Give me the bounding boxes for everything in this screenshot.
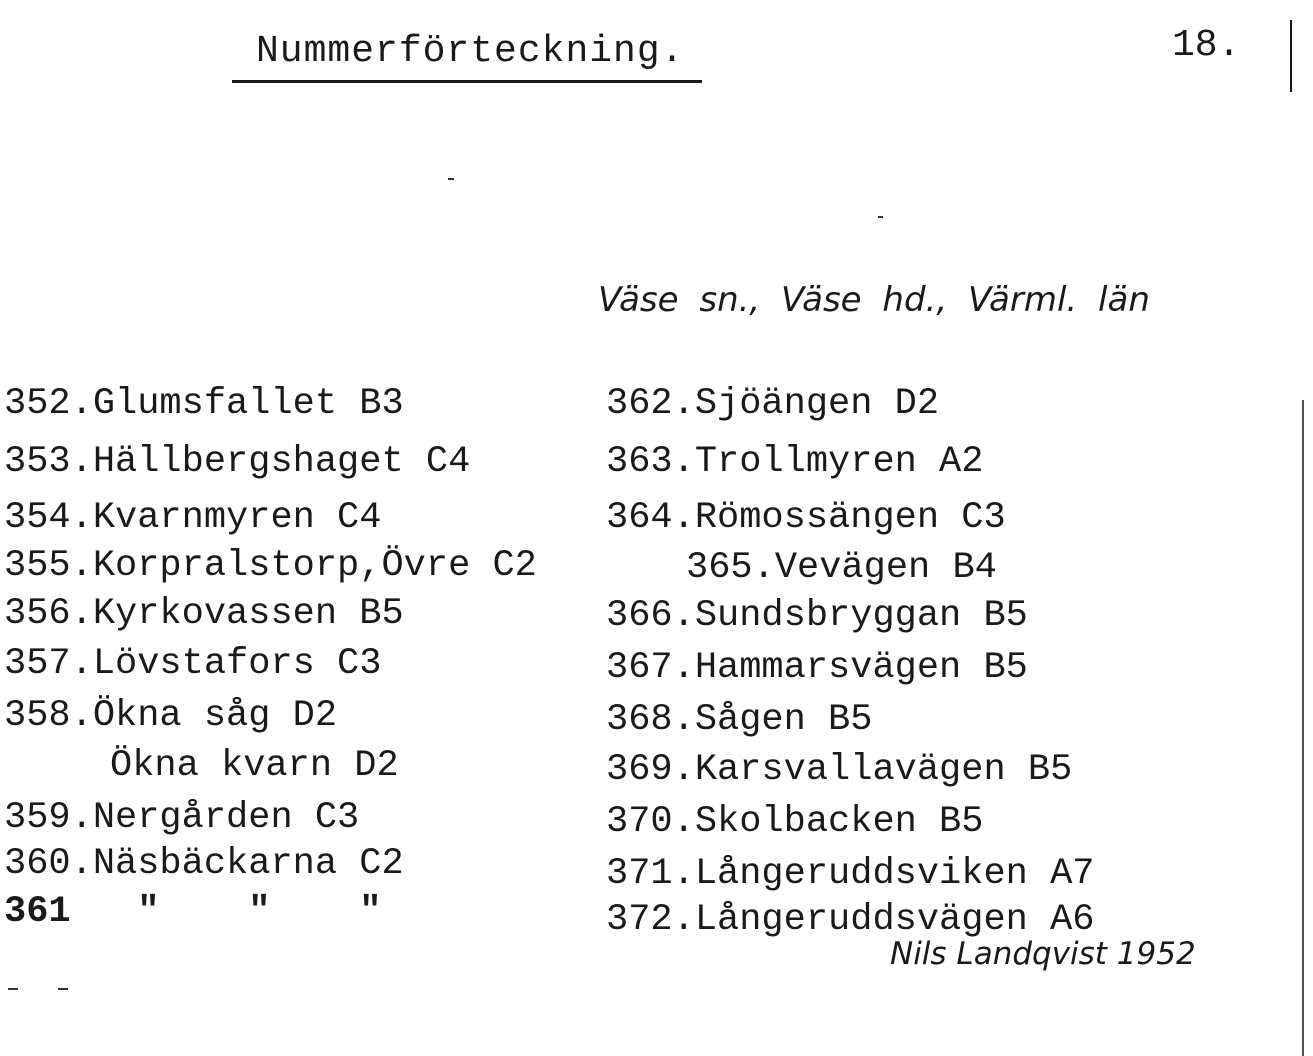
entry-left-353: 353.Hällbergshaget C4 bbox=[4, 441, 471, 483]
entry-right-367: 367.Hammarsvägen B5 bbox=[606, 647, 1028, 689]
page-edge-line bbox=[1290, 20, 1292, 92]
page-edge-line-lower bbox=[1302, 400, 1304, 1056]
page-number: 18. bbox=[1172, 24, 1241, 67]
entry-right-369: 369.Karsvallavägen B5 bbox=[606, 749, 1073, 791]
entry-right-362: 362.Sjöängen D2 bbox=[606, 383, 940, 425]
entry-left-355: 355.Korpralstorp,Övre C2 bbox=[4, 545, 537, 587]
entry-right-363: 363.Trollmyren A2 bbox=[606, 441, 984, 483]
entry-left-356: 356.Kyrkovassen B5 bbox=[4, 593, 404, 635]
entry-left-358-continuation: Ökna kvarn D2 bbox=[110, 745, 399, 787]
entry-right-368: 368.Sågen B5 bbox=[606, 699, 873, 741]
entry-left-361: 361 " " " bbox=[4, 891, 382, 933]
signature: Nils Landqvist 1952 bbox=[890, 936, 1196, 972]
entry-left-357: 357.Lövstafors C3 bbox=[4, 643, 382, 685]
entry-left-352: 352.Glumsfallet B3 bbox=[4, 383, 404, 425]
entry-right-370: 370.Skolbacken B5 bbox=[606, 801, 984, 843]
entry-left-354: 354.Kvarnmyren C4 bbox=[4, 497, 382, 539]
entry-right-364: 364.Römossängen C3 bbox=[606, 497, 1006, 539]
entry-left-360: 360.Näsbäckarna C2 bbox=[4, 843, 404, 885]
entry-left-358: 358.Ökna såg D2 bbox=[4, 695, 338, 737]
entry-left-359: 359.Nergården C3 bbox=[4, 797, 360, 839]
entry-right-366: 366.Sundsbryggan B5 bbox=[606, 595, 1028, 637]
document-title: Nummerförteckning. bbox=[256, 30, 685, 73]
speck-mark bbox=[448, 178, 454, 180]
location-line: Väse sn., Väse hd., Värml. län bbox=[598, 280, 1150, 320]
dash-mark bbox=[8, 988, 108, 990]
entry-right-365: 365.Vevägen B4 bbox=[686, 547, 997, 589]
title-underline bbox=[232, 80, 702, 83]
entry-right-372: 372.Långeruddsvägen A6 bbox=[606, 899, 1095, 941]
entry-right-371: 371.Långeruddsviken A7 bbox=[606, 853, 1095, 895]
speck-mark bbox=[878, 216, 883, 218]
